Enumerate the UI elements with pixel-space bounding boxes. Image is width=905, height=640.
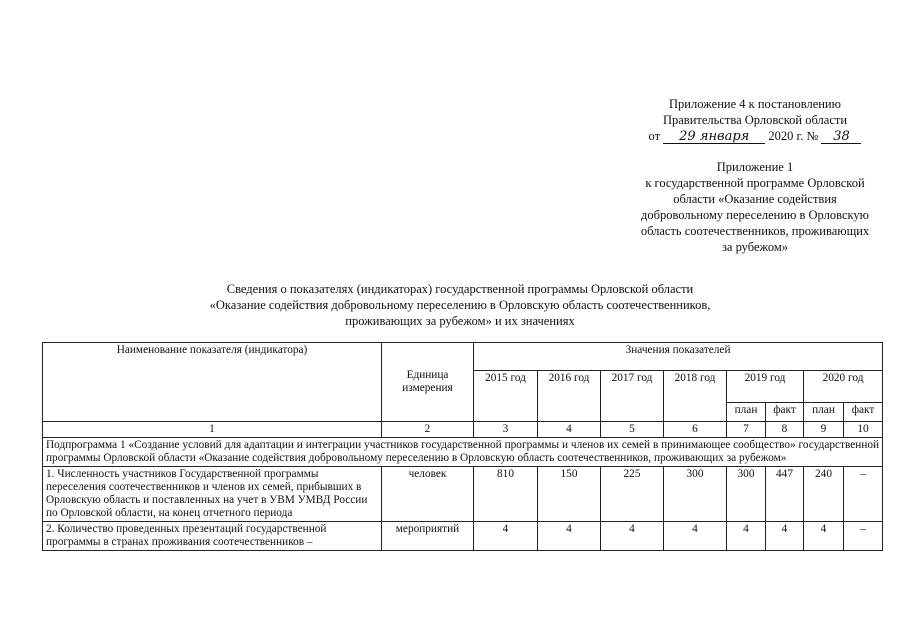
value-2017: 4 xyxy=(601,522,664,551)
header-year-2019: 2019 год xyxy=(727,371,804,403)
header-year-2018: 2018 год xyxy=(664,371,727,422)
value-2019-fact: 447 xyxy=(766,467,804,522)
header-name: Наименование показателя (индикатора) xyxy=(43,343,382,422)
col-num-10: 10 xyxy=(844,422,883,438)
value-2017: 225 xyxy=(601,467,664,522)
indicator-name: 2. Количество проведенных презентаций государственной программы в странах проживания соотечественников – xyxy=(43,522,382,551)
value-2018: 300 xyxy=(664,467,727,522)
header-year-2016: 2016 год xyxy=(538,371,601,422)
header-2020-plan: план xyxy=(804,403,844,422)
value-2019-plan: 4 xyxy=(727,522,766,551)
col-num-2: 2 xyxy=(382,422,474,438)
value-2019-plan: 300 xyxy=(727,467,766,522)
title-line-1: Сведения о показателях (индикаторах) государственной программы Орловской области xyxy=(226,282,694,296)
header-2020-fact: факт xyxy=(844,403,883,422)
approval-block xyxy=(610,96,900,144)
col-num-3: 3 xyxy=(474,422,538,438)
col-num-4: 4 xyxy=(538,422,601,438)
indicator-unit: человек xyxy=(382,467,474,522)
annex-line-5: область соотечественников, проживающих xyxy=(640,224,870,238)
annex-block xyxy=(610,159,900,255)
col-num-1: 1 xyxy=(43,422,382,438)
header-year-2020: 2020 год xyxy=(804,371,883,403)
header-values: Значения показателей xyxy=(474,343,883,371)
handwritten-date: 29 января xyxy=(663,130,765,144)
header-year-2017: 2017 год xyxy=(601,371,664,422)
value-2020-plan: 4 xyxy=(804,522,844,551)
title-line-2: «Оказание содействия добровольному переселению в Орловскую область соотечественников, xyxy=(209,298,711,312)
approval-line-3 xyxy=(610,128,900,144)
subprogram-row xyxy=(43,438,883,467)
title-line-3: проживающих за рубежом» и их значениях xyxy=(345,314,575,328)
header-unit: Единица измерения xyxy=(382,343,474,422)
value-2015: 4 xyxy=(474,522,538,551)
header-year-2015: 2015 год xyxy=(474,371,538,422)
subprogram-title: Подпрограмма 1 «Создание условий для адаптации и интеграции участников государственной программы и членов их семей в принимающее сообщество» государственной программы Орловской области «Оказание содействия добровольному переселению в Орловскую область соотечественников, проживающих за рубежом» xyxy=(43,438,883,467)
table-row xyxy=(43,522,883,551)
annex-line-2: к государственной программе Орловской xyxy=(645,176,865,190)
col-num-7: 7 xyxy=(727,422,766,438)
indicator-unit: мероприятий xyxy=(382,522,474,551)
indicator-name: 1. Численность участников Государственной программы переселения соотечественников и членов их семей, прибывших в Орловскую область и поставленных на учет в УВМ УМВД России по Орловской области, на конец отчетного периода xyxy=(43,467,382,522)
approval-line-1: Приложение 4 к постановлению xyxy=(669,97,841,111)
value-2020-plan: 240 xyxy=(804,467,844,522)
column-numbers-row xyxy=(43,422,883,438)
value-2015: 810 xyxy=(474,467,538,522)
value-2020-fact: – xyxy=(844,467,883,522)
table-row xyxy=(43,467,883,522)
indicators-table xyxy=(42,342,883,551)
annex-line-1: Приложение 1 xyxy=(716,160,794,174)
annex-line-6: за рубежом» xyxy=(721,240,789,254)
handwritten-number: 38 xyxy=(821,130,861,144)
document-title xyxy=(140,281,780,329)
value-2018: 4 xyxy=(664,522,727,551)
value-2019-fact: 4 xyxy=(766,522,804,551)
header-2019-plan: план xyxy=(727,403,766,422)
value-2016: 4 xyxy=(538,522,601,551)
col-num-9: 9 xyxy=(804,422,844,438)
col-num-8: 8 xyxy=(766,422,804,438)
annex-line-4: добровольному переселению в Орловскую xyxy=(640,208,869,222)
header-2019-fact: факт xyxy=(766,403,804,422)
approval-line-2: Правительства Орловской области xyxy=(662,113,848,127)
col-num-6: 6 xyxy=(664,422,727,438)
col-num-5: 5 xyxy=(601,422,664,438)
value-2016: 150 xyxy=(538,467,601,522)
value-2020-fact: – xyxy=(844,522,883,551)
header-row-1 xyxy=(43,343,883,371)
annex-line-3: области «Оказание содействия xyxy=(673,192,837,206)
approval-year-text: 2020 г. № xyxy=(768,129,819,143)
approval-prefix: от xyxy=(648,129,661,143)
